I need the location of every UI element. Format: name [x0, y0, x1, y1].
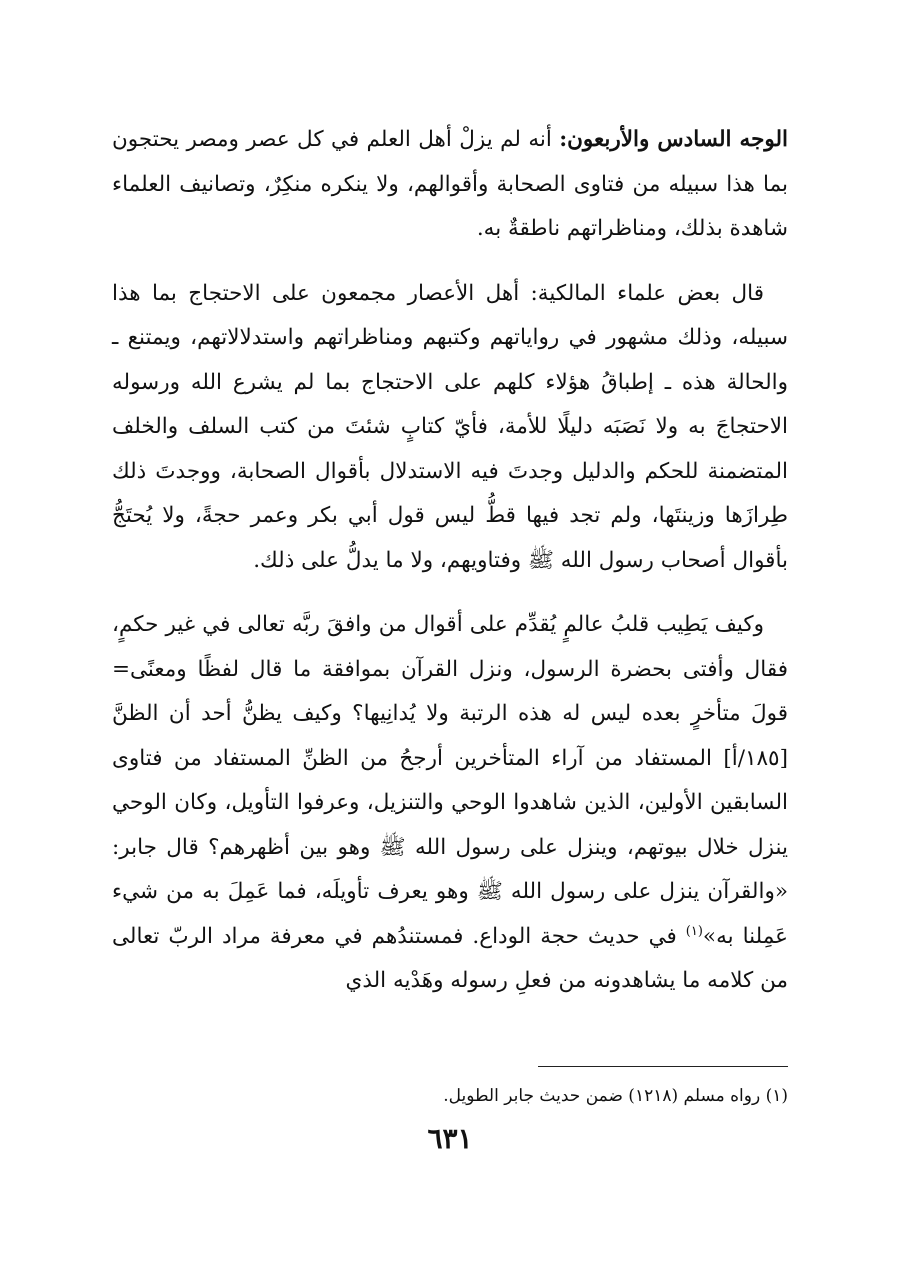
paragraph-3-text-continued: في حديث حجة الوداع. فمستندُهم في معرفة مراد الربّ تعالى من كلامه ما يشاهدونه من فعلِ رسوله وهَدْيه الذي — [112, 923, 788, 993]
footnote: (١) رواه مسلم (١٢١٨) ضمن حديث جابر الطويل. — [443, 1086, 788, 1106]
paragraph-3 — [112, 603, 788, 1004]
section-heading: الوجه السادس والأربعون: — [559, 127, 788, 152]
paragraph-1 — [112, 118, 788, 252]
paragraph-2-text: قال بعض علماء المالكية: أهل الأعصار مجمعون على الاحتجاج بما هذا سبيله، وذلك مشهور في رواياتهم وكتبهم ومناظراتهم واستدلالاتهم، ويمتنع ـ والحالة هذه ـ إطباقُ هؤلاء كلهم على الاحتجاج بما لم يشرع الله ورسوله الاحتجاجَ به ولا نَصَبَه دليلًا للأمة، فأيّ كتابٍ شئتَ من كتب السلف والخلف المتضمنة للحكم والدليل وجدتَ فيه الاستدلال بأقوال الصحابة، ووجدتَ ذلك طِرازَها وزينتَها، ولم تجد فيها قطُّ ليس قول أبي بكر وعمر حجةً، ولا يُحتَجُّ بأقوال أصحاب رسول الله ﷺ وفتاويهم، ولا ما يدلُّ على ذلك. — [112, 280, 788, 573]
footnote-separator — [538, 1066, 788, 1067]
page-body — [112, 118, 788, 1024]
paragraph-2 — [112, 272, 788, 584]
footnote-marker: (١) — [685, 923, 703, 939]
paragraph-3-text: وكيف يَطِيب قلبُ عالمٍ يُقدِّم على أقوال من وافقَ ربَّه تعالى في غير حكمٍ، فقال وأفتى بحضرة الرسول، ونزل القرآن بموافقة ما قال لفظًا ومعنًى= قولَ متأخرٍ بعده ليس له هذه الرتبة ولا يُدانِيها؟ وكيف يظنُّ أحد أن الظنَّ [١٨٥/أ] المستفاد من آراء المتأخرين أرجحُ من الظنِّ المستفاد من فتاوى السابقين الأولين، الذين شاهدوا الوحي والتنزيل، وعرفوا التأويل، وكان الوحي ينزل خلال بيوتهم، وينزل على رسول الله ﷺ وهو بين أظهرهم؟ قال جابر: «والقرآن ينزل على رسول الله ﷺ وهو يعرف تأويلَه، فما عَمِلَ به من شيء عَمِلنا به» — [112, 612, 788, 949]
paragraph-1-text: أنه لم يزلْ أهل العلم في كل عصر ومصر يحتجون بما هذا سبيله من فتاوى الصحابة وأقوالهم، ولا ينكره منكِرٌ، وتصانيف العلماء شاهدة بذلك، ومناظراتهم ناطقةٌ به. — [112, 127, 788, 241]
page-number: ٦٣١ — [427, 1122, 473, 1155]
